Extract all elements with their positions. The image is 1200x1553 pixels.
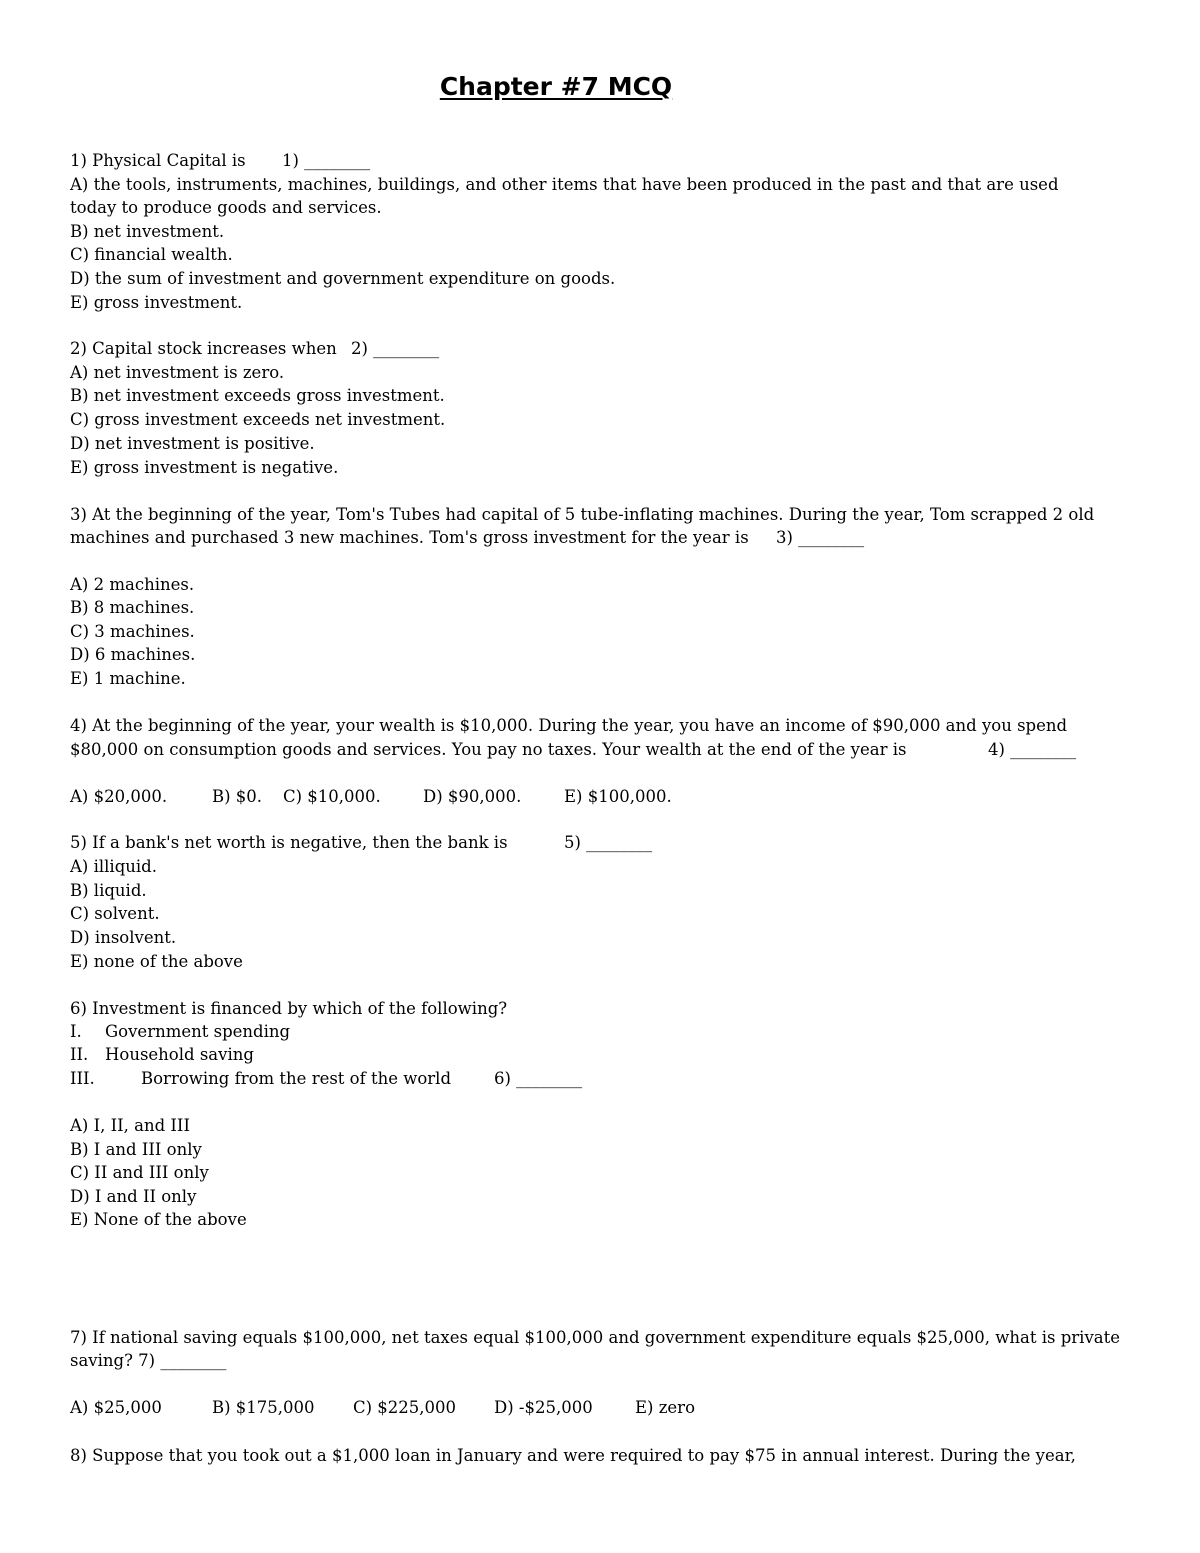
list-item-text: Borrowing from the rest of the world bbox=[141, 1069, 452, 1088]
question-stem-line-2 bbox=[70, 740, 1077, 760]
answer-blank: 3) ________ bbox=[776, 528, 865, 547]
option-d: D) $90,000. bbox=[423, 787, 522, 806]
option-d: D) I and II only bbox=[70, 1187, 197, 1206]
option-b: B) net investment. bbox=[70, 222, 225, 241]
list-item-numeral: I. bbox=[70, 1022, 82, 1041]
option-c: C) 3 machines. bbox=[70, 622, 195, 641]
option-a: A) net investment is zero. bbox=[70, 363, 285, 382]
list-item-numeral: II. bbox=[70, 1045, 89, 1064]
option-c: C) $10,000. bbox=[283, 787, 381, 806]
option-e: E) None of the above bbox=[70, 1210, 247, 1229]
option-b: B) I and III only bbox=[70, 1140, 202, 1159]
list-item-numeral: III. bbox=[70, 1069, 95, 1088]
option-e: E) gross investment is negative. bbox=[70, 458, 339, 477]
page-title: Chapter #7 MCQ bbox=[439, 72, 673, 101]
option-a: A) I, II, and III bbox=[70, 1116, 190, 1135]
option-d: D) 6 machines. bbox=[70, 645, 196, 664]
option-b: B) $175,000 bbox=[212, 1398, 315, 1417]
option-c: C) gross investment exceeds net investment. bbox=[70, 410, 446, 429]
question-stem: 6) Investment is financed by which of the following? bbox=[70, 999, 508, 1018]
option-d: D) the sum of investment and government expenditure on goods. bbox=[70, 269, 616, 288]
option-b: B) 8 machines. bbox=[70, 598, 195, 617]
option-e: E) none of the above bbox=[70, 952, 243, 971]
option-a: A) 2 machines. bbox=[70, 575, 195, 594]
option-a: A) the tools, instruments, machines, buildings, and other items that have been produced in the past and that are used bbox=[70, 175, 1059, 194]
option-d: D) -$25,000 bbox=[494, 1398, 593, 1417]
option-c: C) II and III only bbox=[70, 1163, 209, 1182]
option-c: C) $225,000 bbox=[353, 1398, 457, 1417]
option-e: E) 1 machine. bbox=[70, 669, 186, 688]
question-stem-line-1: 7) If national saving equals $100,000, net taxes equal $100,000 and government expenditure equals $25,000, what is private bbox=[70, 1328, 1121, 1347]
question-stem bbox=[70, 833, 653, 853]
option-a: A) $25,000 bbox=[70, 1398, 162, 1417]
question-stem-line-1: 3) At the beginning of the year, Tom's Tubes had capital of 5 tube-inflating machines. During the year, Tom scrapped 2 old bbox=[70, 505, 1095, 524]
question-stem-line-1: 8) Suppose that you took out a $1,000 loan in January and were required to pay $75 in annual interest. During the year, bbox=[70, 1446, 1076, 1465]
stem-text: machines and purchased 3 new machines. Tom's gross investment for the year is bbox=[70, 528, 749, 547]
stem-text: 2) Capital stock increases when bbox=[70, 339, 337, 358]
option-b: B) $0. bbox=[212, 787, 263, 806]
question-stem-line-1: 4) At the beginning of the year, your wealth is $10,000. During the year, you have an income of $90,000 and you spend bbox=[70, 716, 1068, 735]
stem-text: 1) Physical Capital is bbox=[70, 151, 246, 170]
option-d: D) insolvent. bbox=[70, 928, 177, 947]
option-e: E) zero bbox=[635, 1398, 696, 1417]
option-e: E) gross investment. bbox=[70, 293, 243, 312]
option-b: B) net investment exceeds gross investment. bbox=[70, 386, 445, 405]
answer-blank: 4) ________ bbox=[988, 740, 1077, 759]
option-d: D) net investment is positive. bbox=[70, 434, 315, 453]
option-a: A) illiquid. bbox=[70, 857, 157, 876]
list-item-text: Government spending bbox=[105, 1022, 291, 1041]
answer-blank: 5) ________ bbox=[564, 833, 653, 852]
question-stem-line-2: saving? 7) ________ bbox=[70, 1351, 227, 1370]
question-stem-line-2 bbox=[70, 528, 865, 548]
option-a-continued: today to produce goods and services. bbox=[70, 198, 382, 217]
question-stem bbox=[70, 339, 440, 359]
option-c: C) financial wealth. bbox=[70, 245, 233, 264]
answer-blank: 1) ________ bbox=[282, 151, 371, 170]
stem-text: $80,000 on consumption goods and services. You pay no taxes. Your wealth at the end of the year is bbox=[70, 740, 907, 759]
stem-text: 5) If a bank's net worth is negative, then the bank is bbox=[70, 833, 508, 852]
option-c: C) solvent. bbox=[70, 904, 160, 923]
option-a: A) $20,000. bbox=[70, 787, 168, 806]
list-item-text: Household saving bbox=[105, 1045, 254, 1064]
option-e: E) $100,000. bbox=[564, 787, 672, 806]
option-b: B) liquid. bbox=[70, 881, 147, 900]
question-stem bbox=[70, 151, 371, 171]
answer-blank: 6) ________ bbox=[494, 1069, 583, 1088]
answer-blank: 2) ________ bbox=[351, 339, 440, 358]
